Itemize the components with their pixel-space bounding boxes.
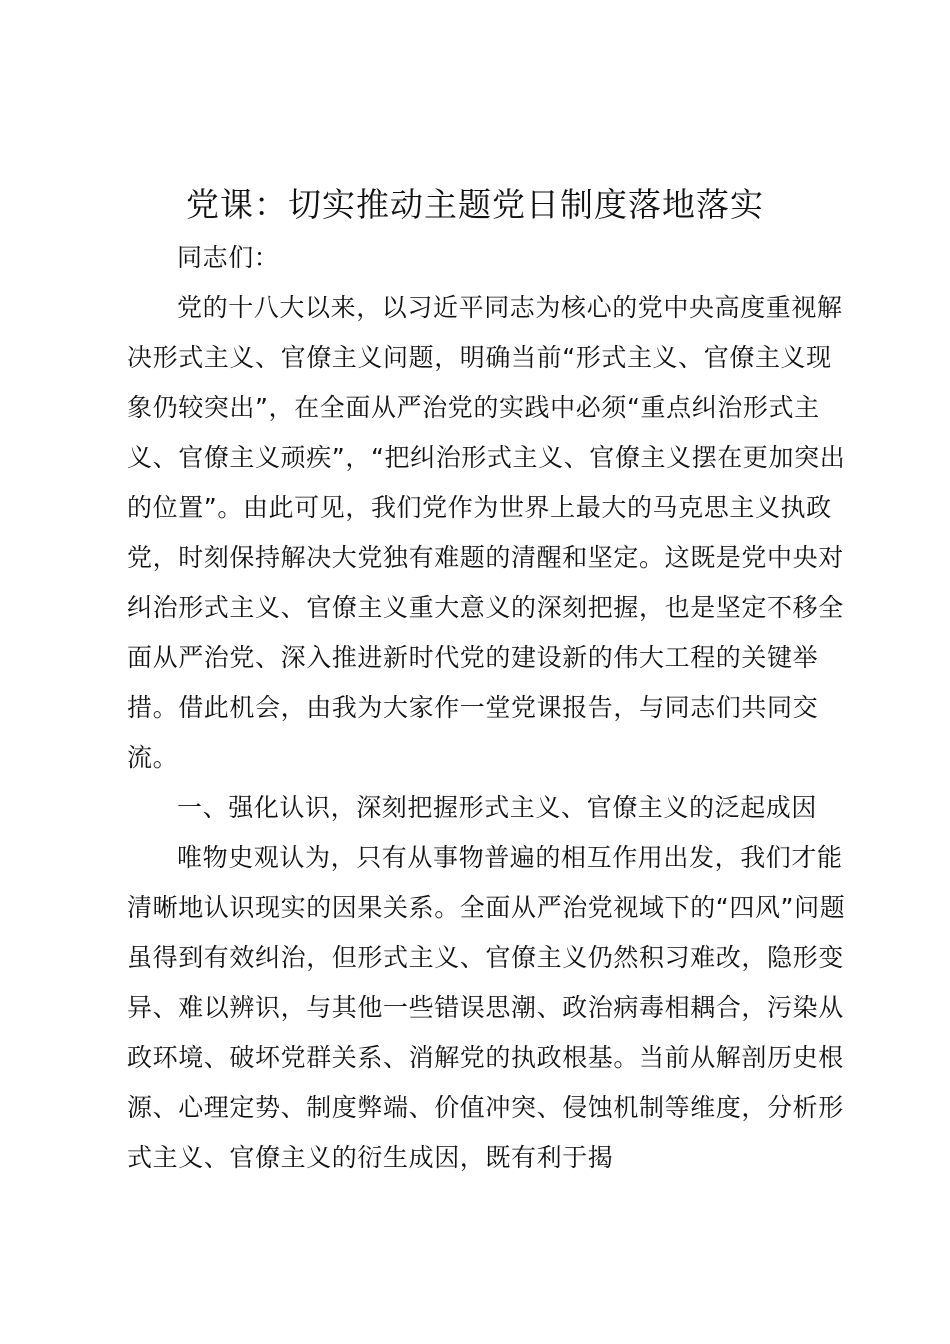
- greeting-line: 同志们：: [177, 243, 280, 272]
- paragraph-intro: 党的十八大以来，以习近平同志为核心的党中央高度重视解决形式主义、官僚主义问题，明确当前“形式主义、官僚主义现象仍较突出”，在全面从严治党的实践中必须“重点纠治形式主义、官僚主义顽疾”，“把纠治形式主义、官僚主义摆在更加突出的位置”。由此可见，我们党作为世界上最大的马克思主义执政党，时刻保持解决大党独有难题的清醒和坚定。这既是党中央对纠治形式主义、官僚主义重大意义的深刻把握，也是坚定不移全面从严治党、深入推进新时代党的建设新的伟大工程的关键举措。借此机会，由我为大家作一堂党课报告，与同志们共同交流。: [127, 293, 846, 772]
- document-body: [127, 233, 847, 1183]
- document-title: 党课：切实推动主题党日制度落地落实: [186, 185, 764, 224]
- paragraph-section-1: 唯物史观认为，只有从事物普遍的相互作用出发，我们才能清晰地认识现实的因果关系。全面从严治党视域下的“四风”问题虽得到有效纠治，但形式主义、官僚主义仍然积习难改，隐形变异、难以辨识，与其他一些错误思潮、政治病毒相耦合，污染从政环境、破坏党群关系、消解党的执政根基。当前从解剖历史根源、心理定势、制度弊端、价值冲突、侵蚀机制等维度，分析形式主义、官僚主义的衍生成因，既有利于揭: [127, 843, 846, 1172]
- section-heading-1: 一、强化认识，深刻把握形式主义、官僚主义的泛起成因: [177, 793, 818, 822]
